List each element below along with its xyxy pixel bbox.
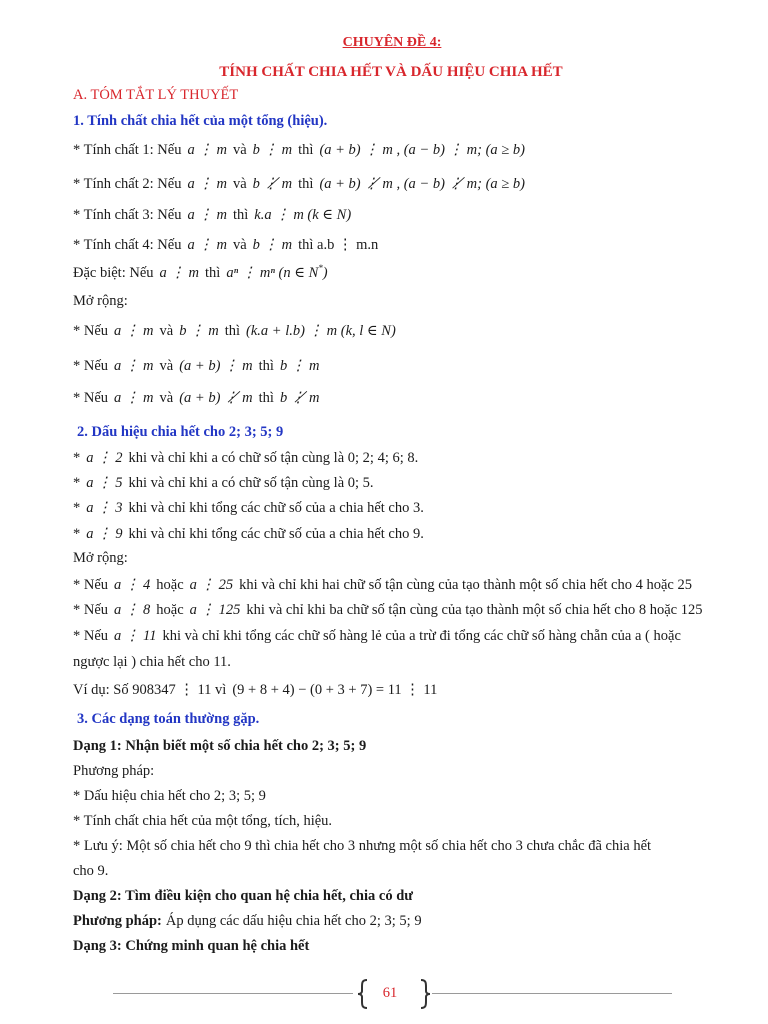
connector-text: thì — [258, 390, 274, 406]
rule-text: khi và chỉ khi ba chữ số tận cùng của tạo thành một số chia hết cho 8 hoặc 125 — [246, 602, 703, 618]
connector-text: thì — [224, 323, 241, 339]
math-expression: b ⋮ m — [252, 237, 293, 253]
math-expression: a ⋮ m — [187, 142, 227, 158]
connector-text: và — [232, 176, 247, 192]
page-number: 61 — [382, 985, 398, 1001]
bullet: * — [73, 450, 81, 466]
math-expression: aⁿ ⋮ mⁿ (n ∈ N — [226, 265, 319, 281]
math-expression: a ⋮ m — [114, 323, 154, 339]
math-expression: a ⋮ m — [159, 265, 200, 281]
type-3-title: Dạng 3: Chứng minh quan hệ chia hết — [73, 938, 310, 954]
extension-label: Mở rộng: — [73, 293, 128, 309]
type-1-note-continuation: cho 9. — [73, 863, 109, 879]
math-expression: ) — [322, 265, 328, 281]
subsection-3-heading: 3. Các dạng toán thường gặp. — [77, 711, 260, 727]
math-expression: a ⋮ 11 — [114, 628, 157, 644]
type-1-note: * Lưu ý: Một số chia hết cho 9 thì chia hết cho 3 nhưng một số chia hết cho 3 chưa chắc đã chia hết — [73, 838, 652, 854]
test-rule-11 — [73, 626, 681, 646]
footer-rule-left — [113, 993, 353, 994]
bullet: * — [73, 526, 81, 542]
math-expression: a ⋮ 3 — [86, 500, 123, 516]
extension-rule-3 — [73, 388, 325, 408]
math-expression: b ⋮ m — [279, 358, 320, 374]
bullet: * — [73, 500, 81, 516]
superscript-star: * — [318, 263, 323, 273]
property-1 — [73, 140, 531, 160]
type-1-title: Dạng 1: Nhận biết một số chia hết cho 2; 3; 5; 9 — [73, 738, 367, 754]
math-expression: a ⋮ m — [187, 237, 227, 253]
property-2 — [73, 174, 531, 194]
rule-lead: * Nếu — [73, 602, 109, 618]
type-2-method — [73, 911, 422, 931]
math-expression: a ⋮ 2 — [86, 450, 123, 466]
rule-lead: * Nếu — [73, 628, 109, 644]
property-label: * Tính chất 3: Nếu — [73, 207, 182, 223]
type-2-method-label: Phương pháp: — [73, 913, 162, 929]
math-expression: (a + b) ⋮̸ m — [179, 390, 253, 406]
right-brace-icon — [418, 979, 432, 1009]
math-expression: a ⋮ 25 — [189, 577, 234, 593]
math-expression: (k.a + l.b) ⋮ m (k, l ∈ N) — [246, 323, 396, 339]
extension-label: Mở rộng: — [73, 550, 128, 566]
test-rule-11-continuation: ngược lại ) chia hết cho 11. — [73, 654, 231, 670]
type-1-point: * Dấu hiệu chia hết cho 2; 3; 5; 9 — [73, 788, 266, 804]
rule-lead: * Nếu — [73, 323, 109, 339]
property-label: * Tính chất 4: Nếu — [73, 237, 182, 253]
math-expression: a ⋮ m — [114, 390, 154, 406]
subsection-1-heading: 1. Tính chất chia hết của một tổng (hiệu). — [73, 113, 328, 129]
math-expression: a ⋮ 9 — [86, 526, 123, 542]
extension-rule-1 — [73, 321, 402, 341]
math-expression: a ⋮ m — [187, 176, 227, 192]
test-rule-9 — [73, 524, 424, 544]
math-expression: (a + b) ⋮ m , (a − b) ⋮ m; (a ≥ b) — [319, 142, 525, 158]
connector-text: hoặc — [156, 602, 184, 618]
connector-text: thì — [298, 176, 314, 192]
test-rule-8-125 — [73, 600, 702, 620]
connector-text: hoặc — [156, 577, 184, 593]
bullet: * — [73, 475, 81, 491]
property-label: * Tính chất 1: Nếu — [73, 142, 182, 158]
type-1-method-label: Phương pháp: — [73, 763, 155, 779]
rule-text: khi và chỉ khi tổng các chữ số hàng lẻ của a trừ đi tổng các chữ số hàng chẵn của a ( hoặc — [162, 628, 681, 644]
math-expression: a ⋮ 5 — [86, 475, 123, 491]
type-1-point: * Tính chất chia hết của một tổng, tích, hiệu. — [73, 813, 333, 829]
connector-text: thì — [298, 142, 314, 158]
rule-lead: * Nếu — [73, 358, 109, 374]
test-rule-3 — [73, 498, 424, 518]
connector-text: và — [159, 358, 174, 374]
math-expression: a ⋮ m — [187, 207, 227, 223]
rule-text: khi và chỉ khi a có chữ số tận cùng là 0; 5. — [128, 475, 374, 491]
test-rule-4-25 — [73, 575, 692, 595]
connector-text: thì — [232, 207, 249, 223]
topic-label: CHUYÊN ĐỀ 4: — [342, 35, 442, 50]
footer-rule-right — [432, 993, 672, 994]
property-label: * Tính chất 2: Nếu — [73, 176, 182, 192]
connector-text: và — [159, 323, 174, 339]
special-label: Đặc biệt: Nếu — [73, 265, 154, 281]
rule-text: khi và chỉ khi a có chữ số tận cùng là 0; 2; 4; 6; 8. — [128, 450, 419, 466]
page-title: TÍNH CHẤT CHIA HẾT VÀ DẤU HIỆU CHIA HẾT — [219, 64, 563, 80]
connector-text: và — [232, 237, 247, 253]
example-label: Ví dụ: Số 908347 ⋮ 11 vì — [73, 682, 227, 698]
connector-text: và — [159, 390, 174, 406]
math-expression: a ⋮ 4 — [114, 577, 151, 593]
section-a-heading: A. TÓM TẮT LÝ THUYẾT — [73, 87, 239, 103]
math-expression: a ⋮ m — [114, 358, 154, 374]
type-2-method-text: Áp dụng các dấu hiệu chia hết cho 2; 3; 5; 9 — [165, 913, 422, 929]
example — [73, 680, 443, 700]
connector-text: và — [232, 142, 247, 158]
rule-text: khi và chỉ khi tổng các chữ số của a chia hết cho 9. — [128, 526, 424, 542]
connector-text: thì a.b ⋮ m.n — [298, 237, 379, 253]
math-expression: a ⋮ 125 — [189, 602, 241, 618]
rule-text: khi và chỉ khi tổng các chữ số của a chia hết cho 3. — [128, 500, 424, 516]
left-brace-icon — [356, 979, 370, 1009]
math-expression: (a + b) ⋮̸ m , (a − b) ⋮̸ m; (a ≥ b) — [319, 176, 525, 192]
math-expression: (9 + 8 + 4) − (0 + 3 + 7) = 11 ⋮ 11 — [232, 682, 438, 698]
connector-text: thì — [258, 358, 274, 374]
property-4 — [73, 235, 378, 255]
math-expression: k.a ⋮ m (k ∈ N) — [254, 207, 352, 223]
extension-rule-2 — [73, 356, 325, 376]
subsection-2-heading: 2. Dấu hiệu chia hết cho 2; 3; 5; 9 — [77, 424, 284, 440]
math-expression: a ⋮ 8 — [114, 602, 151, 618]
rule-text: khi và chỉ khi hai chữ số tận cùng của tạo thành một số chia hết cho 4 hoặc 25 — [239, 577, 692, 593]
math-expression: b ⋮̸ m — [279, 390, 320, 406]
math-expression: b ⋮̸ m — [252, 176, 293, 192]
math-expression: b ⋮ m — [252, 142, 293, 158]
property-3 — [73, 205, 357, 225]
type-2-title: Dạng 2: Tìm điều kiện cho quan hệ chia hết, chia có dư — [73, 888, 413, 904]
special-case — [73, 263, 328, 283]
connector-text: thì — [205, 265, 221, 281]
rule-lead: * Nếu — [73, 390, 109, 406]
rule-lead: * Nếu — [73, 577, 109, 593]
math-expression: (a + b) ⋮ m — [179, 358, 253, 374]
math-expression: b ⋮ m — [179, 323, 219, 339]
test-rule-5 — [73, 473, 374, 493]
test-rule-2 — [73, 448, 418, 468]
